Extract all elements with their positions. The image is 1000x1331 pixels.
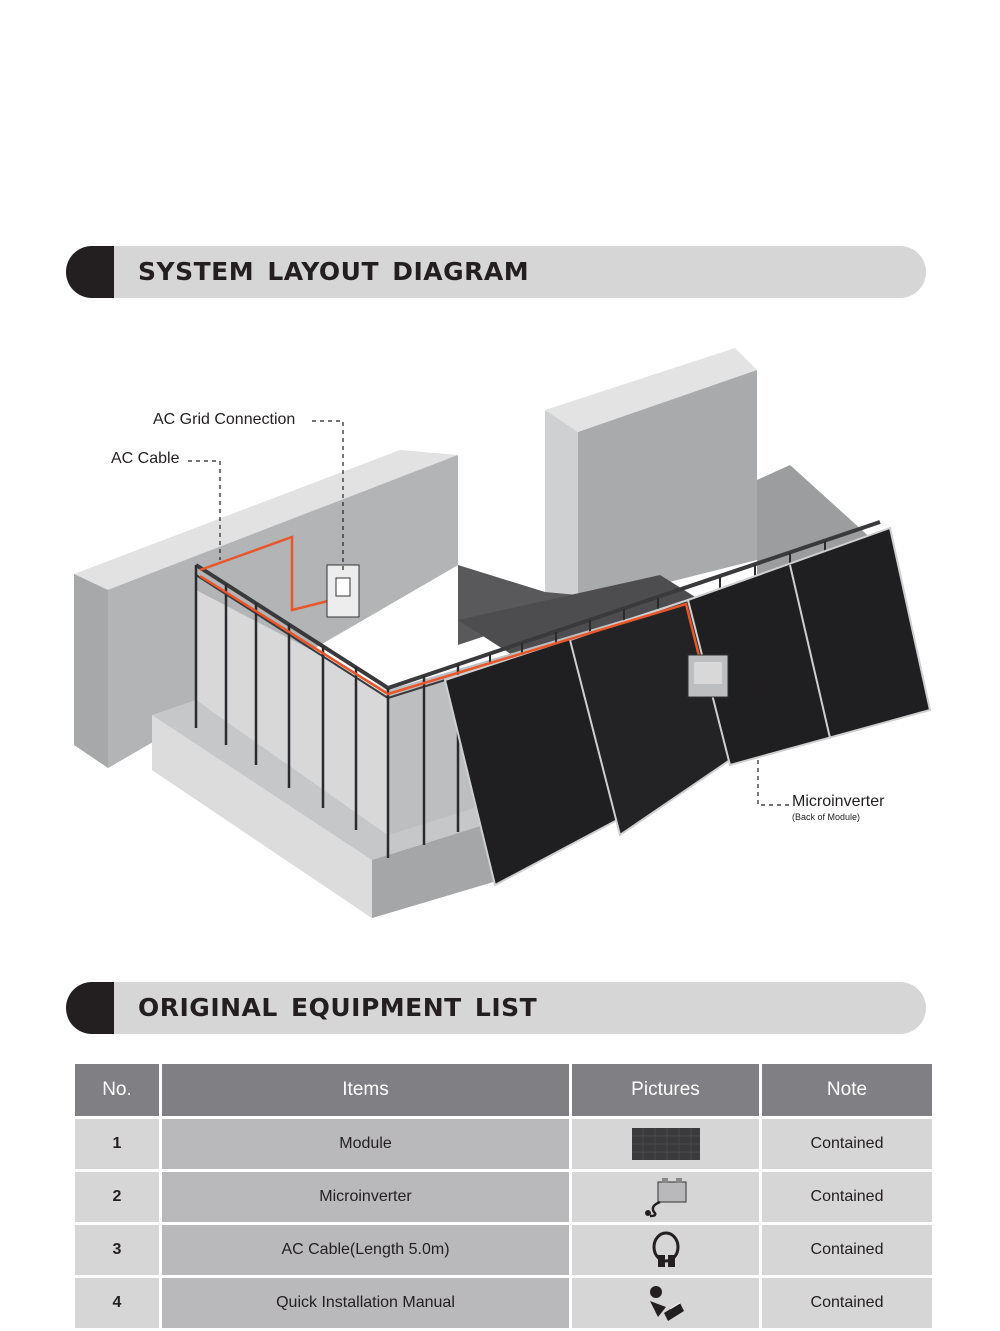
- col-header-no: No.: [75, 1064, 162, 1119]
- row-item: AC Cable(Length 5.0m): [162, 1225, 572, 1278]
- col-header-pictures: Pictures: [572, 1064, 762, 1119]
- equipment-table: [75, 1064, 932, 1331]
- row-number: 1: [75, 1119, 162, 1172]
- row-note: Contained: [762, 1278, 932, 1331]
- row-note: Contained: [762, 1172, 932, 1225]
- row-note: Contained: [762, 1225, 932, 1278]
- microinverter-face: [694, 662, 722, 684]
- row-item: Quick Installation Manual: [162, 1278, 572, 1331]
- col-header-note: Note: [762, 1064, 932, 1119]
- table-row: [75, 1119, 932, 1172]
- header-cap: [66, 982, 114, 1034]
- header-cap: [66, 246, 114, 298]
- equipment-list-header: [66, 982, 926, 1034]
- socket-face: [336, 578, 350, 596]
- section-title: SYSTEM LAYOUT DIAGRAM: [138, 257, 530, 286]
- row-picture: [572, 1225, 762, 1278]
- ac-grid-connection-label: AC Grid Connection: [153, 411, 296, 428]
- row-number: 2: [75, 1172, 162, 1225]
- row-number: 3: [75, 1225, 162, 1278]
- table-header-row: [75, 1064, 932, 1119]
- microinverter-label: Microinverter: [792, 793, 885, 810]
- table-row: [75, 1278, 932, 1331]
- row-note: Contained: [762, 1119, 932, 1172]
- table-row: [75, 1172, 932, 1225]
- system-layout-header: [66, 246, 926, 298]
- microinverter-note: (Back of Module): [792, 812, 861, 822]
- ac-cable-label: AC Cable: [111, 450, 180, 467]
- row-number: 4: [75, 1278, 162, 1331]
- ac-cable-icon: [645, 1229, 687, 1271]
- row-item: Microinverter: [162, 1172, 572, 1225]
- microinverter-icon: [640, 1176, 692, 1218]
- manual-icon: [644, 1283, 688, 1323]
- solar-module-icon: [631, 1127, 701, 1161]
- row-picture: [572, 1119, 762, 1172]
- col-header-items: Items: [162, 1064, 572, 1119]
- back-block-side: [545, 410, 578, 605]
- row-picture: [572, 1278, 762, 1331]
- table-row: [75, 1225, 932, 1278]
- row-item: Module: [162, 1119, 572, 1172]
- section-title: ORIGINAL EQUIPMENT LIST: [138, 993, 538, 1022]
- balcony-system-diagram: [0, 330, 1000, 930]
- row-picture: [572, 1172, 762, 1225]
